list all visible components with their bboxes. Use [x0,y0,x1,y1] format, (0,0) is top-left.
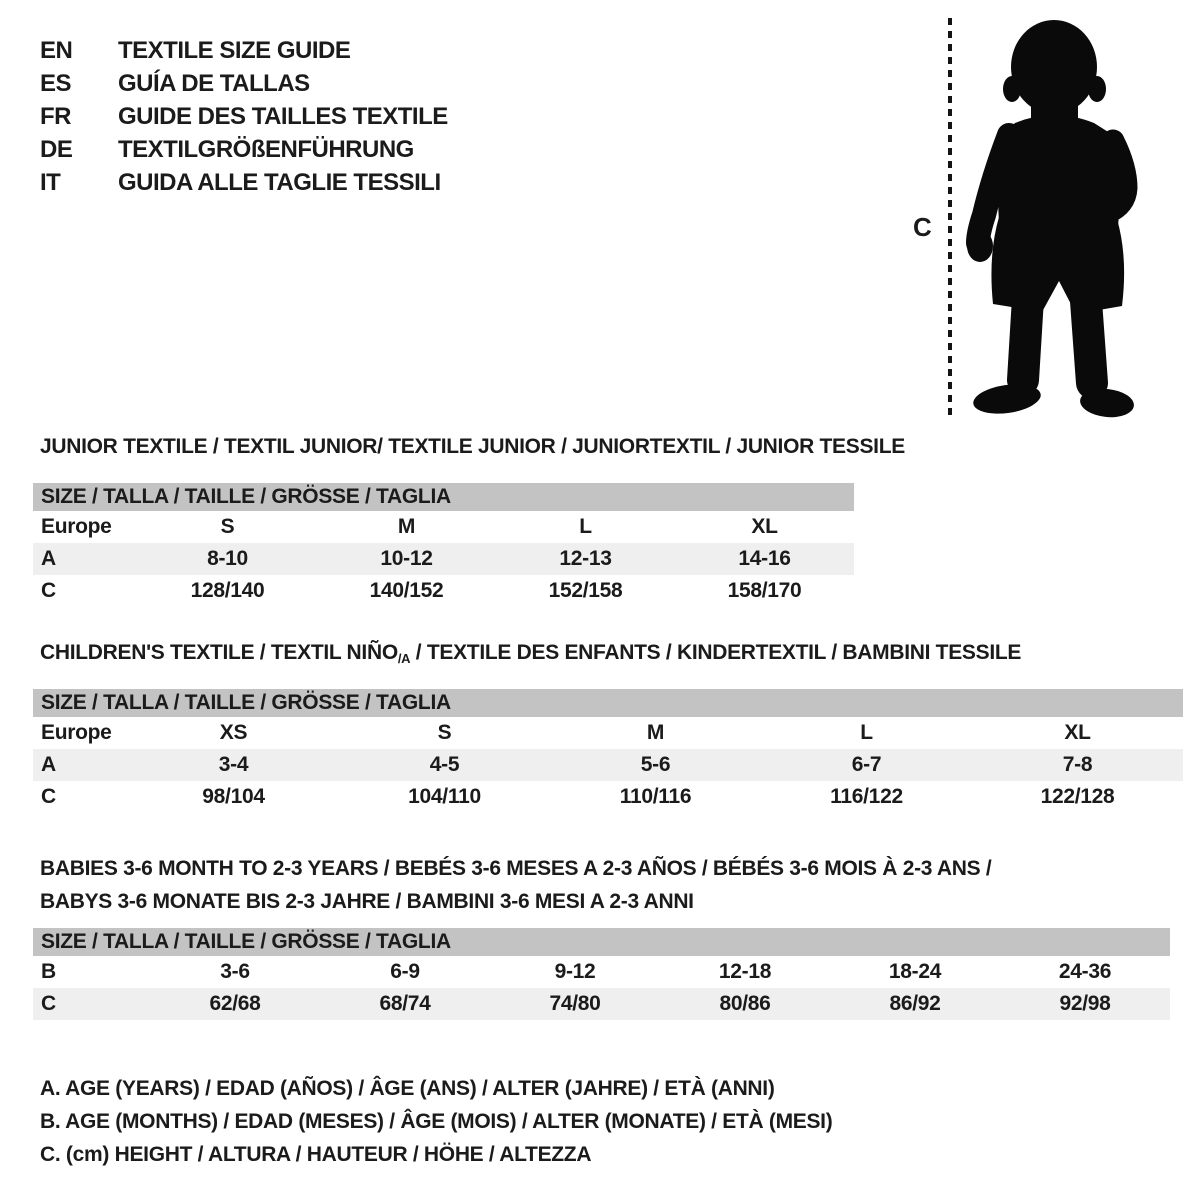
row-label: Europe [41,515,112,538]
table-row-europe [33,717,1183,749]
height-measure-figure [905,14,1155,426]
age-cell: 4-5 [429,753,460,776]
months-cell: 6-9 [390,960,420,983]
section-babies-textile [33,852,1170,1020]
legend [40,1072,832,1171]
language-code: IT [40,168,61,196]
height-cell: 86/92 [889,992,941,1015]
row-label: C [41,992,56,1015]
table-row-height [33,781,1183,813]
language-label: TEXTILGRÖßENFÜHRUNG [118,135,414,163]
size-cell: XL [751,515,778,538]
section-title-part: CHILDREN'S TEXTILE / TEXTIL NIÑO [40,641,398,664]
language-code: ES [40,69,72,97]
height-cell: 92/98 [1059,992,1111,1015]
months-cell: 24-36 [1058,960,1112,983]
row-label: A [41,753,56,776]
height-cell: 68/74 [379,992,431,1015]
age-cell: 3-4 [218,753,249,776]
age-cell: 5-6 [640,753,671,776]
language-row-de [40,133,448,166]
language-row-en [40,34,448,67]
language-label: GUIDE DES TAILLES TEXTILE [118,102,448,130]
section-title [33,642,1183,664]
size-cell: S [220,515,235,538]
children-size-table [33,689,1183,813]
table-row-europe [33,511,854,543]
row-label: C [41,785,56,808]
legend-line-b: B. AGE (MONTHS) / EDAD (MESES) / ÂGE (MOIS) / ALTER (MONATE) / ETÀ (MESI) [40,1110,833,1133]
section-junior-textile [33,435,905,607]
size-cell: XL [1064,721,1091,744]
table-row-months [33,956,1170,988]
table-header-band: SIZE / TALLA / TAILLE / GRÖSSE / TAGLIA [33,928,1170,956]
height-cell: 110/116 [619,785,692,808]
language-row-fr [40,100,448,133]
size-cell: S [437,721,452,744]
months-cell: 3-6 [220,960,250,983]
toddler-silhouette-icon [957,15,1142,420]
table-row-age [33,749,1183,781]
height-cell: 152/158 [548,579,623,602]
section-children-textile [33,642,1183,813]
height-cell: 80/86 [719,992,771,1015]
height-cell: 74/80 [549,992,601,1015]
height-cell: 98/104 [202,785,265,808]
height-cell: 140/152 [369,579,444,602]
months-cell: 18-24 [888,960,942,983]
height-cell: 122/128 [1040,785,1115,808]
row-label: A [41,547,56,570]
legend-line-a: A. AGE (YEARS) / EDAD (AÑOS) / ÂGE (ANS) / ALTER (JAHRE) / ETÀ (ANNI) [40,1077,775,1100]
table-row-height [33,988,1170,1020]
table-header-band: SIZE / TALLA / TAILLE / GRÖSSE / TAGLIA [33,689,1183,717]
babies-size-table [33,928,1170,1020]
months-cell: 12-18 [718,960,772,983]
size-cell: M [646,721,665,744]
height-cell: 104/110 [408,785,481,808]
language-label: TEXTILE SIZE GUIDE [118,36,351,64]
age-cell: 8-10 [207,547,248,570]
size-cell: XS [219,721,248,744]
age-cell: 14-16 [738,547,791,570]
size-cell: L [860,721,873,744]
language-code: EN [40,36,73,64]
section-title: JUNIOR TEXTILE / TEXTIL JUNIOR/ TEXTILE JUNIOR / JUNIORTEXTIL / JUNIOR TESSILE [40,435,905,458]
age-cell: 6-7 [851,753,882,776]
legend-line-c: C. (cm) HEIGHT / ALTURA / HAUTEUR / HÖHE / ALTEZZA [40,1143,592,1166]
age-cell: 12-13 [559,547,612,570]
table-row-age [33,543,854,575]
section-title-line2: BABYS 3-6 MONATE BIS 2-3 JAHRE / BAMBINI 3-6 MESI A 2-3 ANNI [40,890,694,913]
language-label: GUIDA ALLE TAGLIE TESSILI [118,168,441,196]
height-cell: 128/140 [190,579,265,602]
age-cell: 7-8 [1062,753,1093,776]
age-cell: 10-12 [380,547,433,570]
row-label: Europe [41,721,112,744]
months-cell: 9-12 [554,960,596,983]
language-row-es [40,67,448,100]
section-title-subscript: /A [397,651,411,666]
height-measure-label: C [913,212,932,242]
table-row-height [33,575,854,607]
language-label: GUÍA DE TALLAS [118,69,310,97]
size-cell: L [579,515,592,538]
height-dashed-line-icon [948,18,952,418]
size-cell: M [397,515,416,538]
height-cell: 158/170 [727,579,802,602]
junior-size-table [33,483,854,607]
section-title-part: / TEXTILE DES ENFANTS / KINDERTEXTIL / BAMBINI TESSILE [410,641,1022,664]
height-cell: 116/122 [830,785,903,808]
section-title [33,852,1170,918]
language-row-it [40,166,448,199]
language-code: DE [40,135,73,163]
language-code: FR [40,102,71,130]
section-title-line1: BABIES 3-6 MONTH TO 2-3 YEARS / BEBÉS 3-6 MESES A 2-3 AÑOS / BÉBÉS 3-6 MOIS À 2-3 ANS / [40,857,992,880]
row-label: B [41,960,56,983]
row-label: C [41,579,56,602]
language-list [40,34,448,199]
height-cell: 62/68 [209,992,261,1015]
table-header-band: SIZE / TALLA / TAILLE / GRÖSSE / TAGLIA [33,483,854,511]
